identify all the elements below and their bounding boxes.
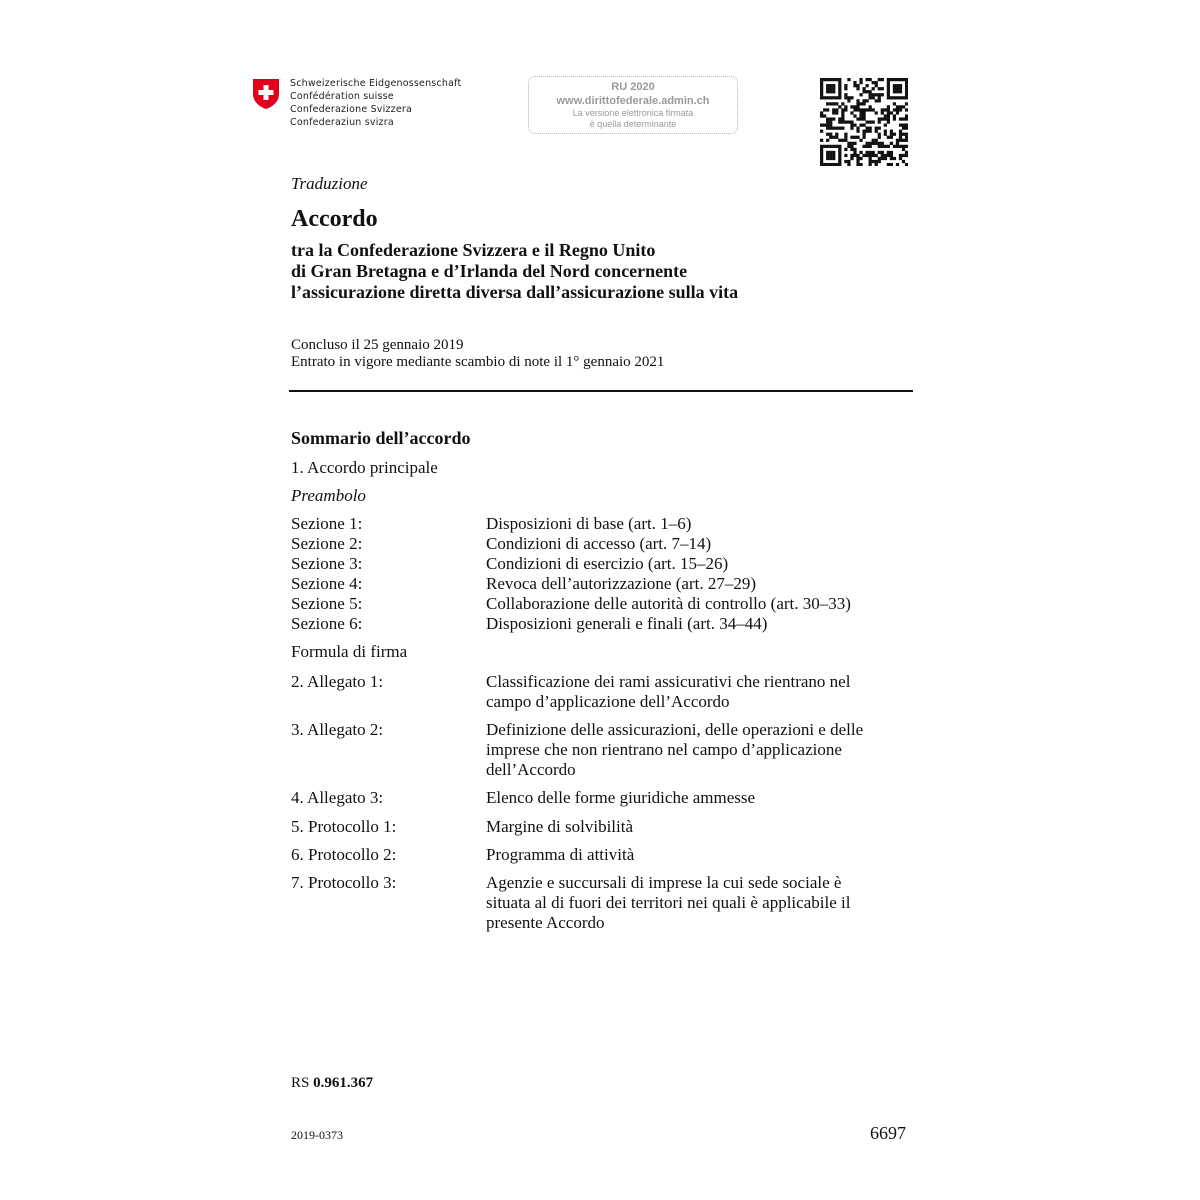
- dates-block: [291, 337, 664, 371]
- section-desc: Condizioni di esercizio (art. 15–26): [486, 554, 729, 573]
- summary-heading: Sommario dell’accordo: [291, 428, 471, 448]
- rs-reference: [291, 1075, 373, 1092]
- section-desc: Revoca dell’autorizzazione (art. 27–29): [486, 574, 756, 593]
- confederation-name-de: Schweizerische Eidgenossenschaft: [290, 78, 462, 89]
- section-desc: Disposizioni generali e finali (art. 34–44): [486, 614, 768, 633]
- confederation-name-fr: Confédération suisse: [290, 91, 394, 102]
- stamp-url: www.dirittofederale.admin.ch: [556, 95, 710, 107]
- annex-desc: Definizione delle assicurazioni, delle operazioni e delle imprese che non rientrano nel campo d’applicazione dell’Accordo: [486, 720, 864, 779]
- rs-prefix: RS: [291, 1075, 314, 1091]
- protocol-label: 7. Protocollo 3:: [291, 873, 397, 892]
- page-title: Accordo: [291, 206, 378, 232]
- in-force-date: Entrato in vigore mediante scambio di note il 1° gennaio 2021: [291, 354, 665, 370]
- concluded-date: Concluso il 25 gennaio 2019: [291, 337, 464, 353]
- qr-code-icon: [820, 78, 908, 166]
- protocol-desc: Programma di attività: [486, 845, 635, 864]
- official-stamp: [528, 76, 738, 134]
- annex-label: 3. Allegato 2:: [291, 720, 384, 739]
- annex-desc: Classificazione dei rami assicurativi che rientrano nel campo d’applicazione dell’Accordo: [486, 672, 851, 711]
- section-label: Sezione 1:: [291, 514, 363, 533]
- rs-number: 0.961.367: [313, 1075, 374, 1091]
- main-agreement-item: 1. Accordo principale: [291, 458, 438, 477]
- confederation-name-block: [290, 77, 461, 129]
- annex-desc: Elenco delle forme giuridiche ammesse: [486, 788, 756, 807]
- swiss-cross-icon: [252, 78, 280, 110]
- stamp-ru: RU 2020: [611, 81, 655, 93]
- section-label: Sezione 6:: [291, 614, 363, 633]
- section-desc: Condizioni di accesso (art. 7–14): [486, 534, 712, 553]
- protocol-label: 6. Protocollo 2:: [291, 845, 397, 864]
- protocol-desc: Margine di solvibilità: [486, 817, 634, 836]
- confederation-name-it: Confederazione Svizzera: [290, 104, 413, 115]
- subtitle-line: l’assicurazione diretta diversa dall’assicurazione sulla vita: [291, 282, 739, 302]
- translation-label: Traduzione: [291, 174, 368, 193]
- document-code: 2019-0373: [291, 1128, 343, 1142]
- protocol-label: 5. Protocollo 1:: [291, 817, 397, 836]
- confederation-name-rm: Confederaziun svizra: [290, 117, 394, 128]
- subtitle-line: tra la Confederazione Svizzera e il Regno Unito: [291, 240, 656, 260]
- section-label: Sezione 5:: [291, 594, 363, 613]
- subtitle-line: di Gran Bretagna e d’Irlanda del Nord concernente: [291, 261, 688, 281]
- annex-label: 4. Allegato 3:: [291, 788, 384, 807]
- stamp-note-2: è quella determinante: [589, 119, 677, 129]
- page-number: 6697: [870, 1123, 906, 1143]
- annex-label: 2. Allegato 1:: [291, 672, 384, 691]
- section-label: Sezione 3:: [291, 554, 363, 573]
- stamp-note-1: La versione elettronica firmata: [572, 108, 694, 118]
- signature-item: Formula di firma: [291, 642, 408, 661]
- page-subtitle: [291, 240, 891, 303]
- section-label: Sezione 4:: [291, 574, 363, 593]
- preamble-item: Preambolo: [291, 486, 366, 505]
- section-desc: Collaborazione delle autorità di controllo (art. 30–33): [486, 594, 851, 613]
- divider: [289, 390, 913, 392]
- section-desc: Disposizioni di base (art. 1–6): [486, 514, 692, 533]
- section-label: Sezione 2:: [291, 534, 363, 553]
- protocol-desc: Agenzie e succursali di imprese la cui sede sociale è situata al di fuori dei territori nei quali è applicabile il presente Accordo: [486, 873, 851, 932]
